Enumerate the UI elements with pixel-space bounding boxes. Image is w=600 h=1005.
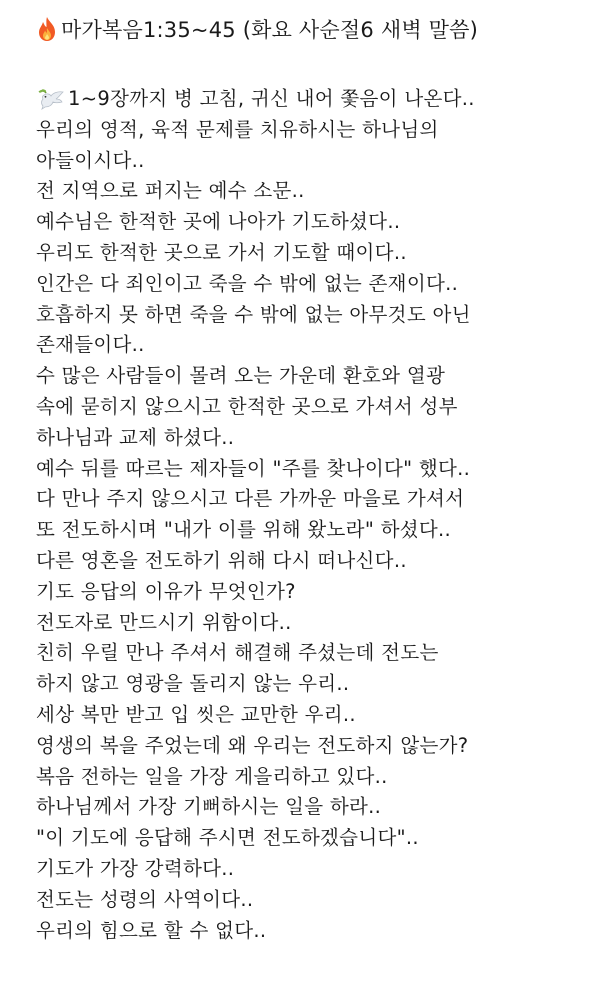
text-line: 기도 응답의 이유가 무엇인가? xyxy=(36,579,296,603)
text-line: 전도자로 만드시기 위함이다.. xyxy=(36,610,292,634)
text-line: 또 전도하시며 "내가 이를 위해 왔노라" 하셨다.. xyxy=(36,518,451,542)
text-line: 기도가 가장 강력하다.. xyxy=(36,856,235,880)
text-line: 속에 묻히지 않으시고 한적한 곳으로 가셔서 성부 xyxy=(36,394,458,418)
text-line: 친히 우릴 만나 주셔서 해결해 주셨는데 전도는 xyxy=(36,641,439,665)
text-line: 하나님과 교제 하셨다.. xyxy=(36,425,235,449)
text-line: 전 지역으로 퍼지는 예수 소문.. xyxy=(36,179,305,203)
text-line: 하나님께서 가장 기뻐하시는 일을 하라.. xyxy=(36,795,382,819)
text-line xyxy=(36,84,592,115)
text-line: 영생의 복을 주었는데 왜 우리는 전도하지 않는가? xyxy=(36,733,469,757)
note-body xyxy=(36,84,592,946)
text-line: 다른 영혼을 전도하기 위해 다시 떠나신다.. xyxy=(36,548,407,572)
note-title xyxy=(36,14,478,44)
text-line: 아들이시다.. xyxy=(36,148,145,172)
line-text: 1~9장까지 병 고침, 귀신 내어 쫓음이 나온다.. xyxy=(68,87,475,110)
text-line: 우리의 영적, 육적 문제를 치유하시는 하나님의 xyxy=(36,117,439,141)
dove-icon xyxy=(36,87,66,111)
text-line: 수 많은 사람들이 몰려 오는 가운데 환호와 열광 xyxy=(36,364,446,388)
text-line: 전도는 성령의 사역이다.. xyxy=(36,887,254,911)
fire-icon xyxy=(36,16,58,42)
text-line: 예수님은 한적한 곳에 나아가 기도하셨다.. xyxy=(36,210,401,234)
title-text: 마가복음1:35~45 (화요 사순절6 새벽 말씀) xyxy=(61,18,479,42)
text-line: 예수 뒤를 따르는 제자들이 "주를 찾나이다" 했다.. xyxy=(36,456,471,480)
text-line: "이 기도에 응답해 주시면 전도하겠습니다".. xyxy=(36,826,419,850)
text-line: 세상 복만 받고 입 씻은 교만한 우리.. xyxy=(36,702,356,726)
text-line: 우리도 한적한 곳으로 가서 기도할 때이다.. xyxy=(36,240,407,264)
text-line: 복음 전하는 일을 가장 게을리하고 있다.. xyxy=(36,764,388,788)
text-line: 인간은 다 죄인이고 죽을 수 밖에 없는 존재이다.. xyxy=(36,271,459,295)
text-line: 우리의 힘으로 할 수 없다.. xyxy=(36,918,267,942)
text-line: 호흡하지 못 하면 죽을 수 밖에 없는 아무것도 아닌 xyxy=(36,302,471,326)
text-line: 다 만나 주지 않으시고 다른 가까운 마을로 가셔서 xyxy=(36,487,465,511)
text-line: 존재들이다.. xyxy=(36,333,145,357)
text-line: 하지 않고 영광을 돌리지 않는 우리.. xyxy=(36,672,350,696)
